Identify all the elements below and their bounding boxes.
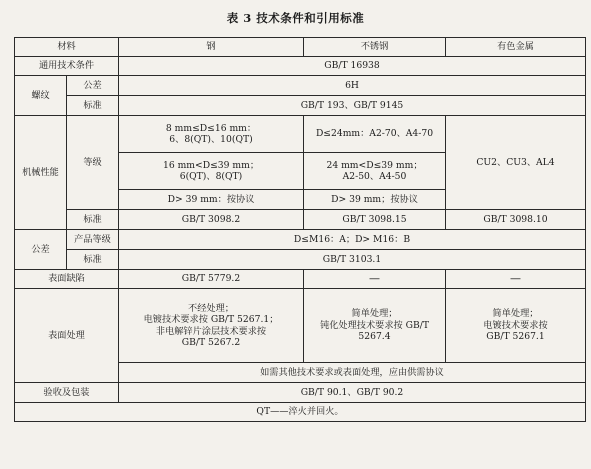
thread-standard-row xyxy=(15,96,586,116)
thread-tolerance-row xyxy=(15,76,586,96)
mechanical-grade-row-1 xyxy=(15,116,586,153)
surface-defect-row xyxy=(15,270,586,289)
thread-tolerance-label: 公差 xyxy=(67,76,119,96)
mechanical-label: 机械性能 xyxy=(15,116,67,230)
table-title: 表 3 技术条件和引用标准 xyxy=(226,11,365,25)
tolerance-standard-row xyxy=(15,250,586,270)
surface-treatment-other: 如需其他技术要求或表面处理，应由供需协议 xyxy=(119,363,586,383)
tolerance-label: 公差 xyxy=(15,230,67,270)
general-row xyxy=(15,57,586,76)
general-value: GB/T 16938 xyxy=(119,57,586,76)
mechanical-steel-grade-3: D> 39 mm：按协议 xyxy=(119,190,304,210)
mechanical-stainless-standard: GB/T 3098.15 xyxy=(304,210,446,230)
footnote: QT——淬火并回火。 xyxy=(15,403,586,422)
acceptance-label: 验收及包装 xyxy=(15,383,119,403)
tolerance-standard-value: GB/T 3103.1 xyxy=(119,250,586,270)
header-steel: 钢 xyxy=(119,38,304,57)
general-label: 通用技术条件 xyxy=(15,57,119,76)
surface-treatment-steel: 不经处理； 电镀技术要求按 GB/T 5267.1； 非电解锌片涂层技术要求按 GB/T 5267.2 xyxy=(119,289,304,363)
surface-defect-stainless: — xyxy=(304,270,446,289)
surface-treatment-label: 表面处理 xyxy=(15,289,119,383)
mechanical-grade-label: 等级 xyxy=(67,116,119,210)
surface-treatment-nonferrous: 简单处理； 电镀技术要求按 GB/T 5267.1 xyxy=(446,289,586,363)
surface-defect-label: 表面缺陷 xyxy=(15,270,119,289)
mechanical-standard-label: 标准 xyxy=(67,210,119,230)
thread-standard-label: 标准 xyxy=(67,96,119,116)
surface-treatment-row xyxy=(15,289,586,363)
thread-standard-value: GB/T 193、GB/T 9145 xyxy=(119,96,586,116)
surface-defect-steel: GB/T 5779.2 xyxy=(119,270,304,289)
acceptance-row xyxy=(15,383,586,403)
tolerance-grade-row xyxy=(15,230,586,250)
header-nonferrous: 有色金属 xyxy=(446,38,586,57)
mechanical-stainless-grade-2: 24 mm<D≤39 mm； A2-50、A4-50 xyxy=(304,153,446,190)
mechanical-nonferrous-grade: CU2、CU3、AL4 xyxy=(446,116,586,210)
mechanical-stainless-grade-3: D> 39 mm；按协议 xyxy=(304,190,446,210)
spec-table xyxy=(14,37,586,422)
mechanical-steel-grade-1: 8 mm≤D≤16 mm： 6、8(QT)、10(QT) xyxy=(119,116,304,153)
header-stainless: 不锈钢 xyxy=(304,38,446,57)
surface-treatment-stainless: 简单处理； 钝化处理技术要求按 GB/T 5267.4 xyxy=(304,289,446,363)
surface-defect-nonferrous: — xyxy=(446,270,586,289)
mechanical-nonferrous-standard: GB/T 3098.10 xyxy=(446,210,586,230)
tolerance-standard-label: 标准 xyxy=(67,250,119,270)
footnote-row xyxy=(15,403,586,422)
header-row xyxy=(15,38,586,57)
mechanical-steel-grade-2: 16 mm<D≤39 mm； 6(QT)、8(QT) xyxy=(119,153,304,190)
acceptance-value: GB/T 90.1、GB/T 90.2 xyxy=(119,383,586,403)
mechanical-standard-row xyxy=(15,210,586,230)
tolerance-product-grade-label: 产品等级 xyxy=(67,230,119,250)
header-material: 材料 xyxy=(15,38,119,57)
thread-tolerance-value: 6H xyxy=(119,76,586,96)
tolerance-product-grade-value: D≤M16：A；D> M16：B xyxy=(119,230,586,250)
mechanical-steel-standard: GB/T 3098.2 xyxy=(119,210,304,230)
mechanical-stainless-grade-1: D≤24mm：A2-70、A4-70 xyxy=(304,116,446,153)
thread-label: 螺纹 xyxy=(15,76,67,116)
